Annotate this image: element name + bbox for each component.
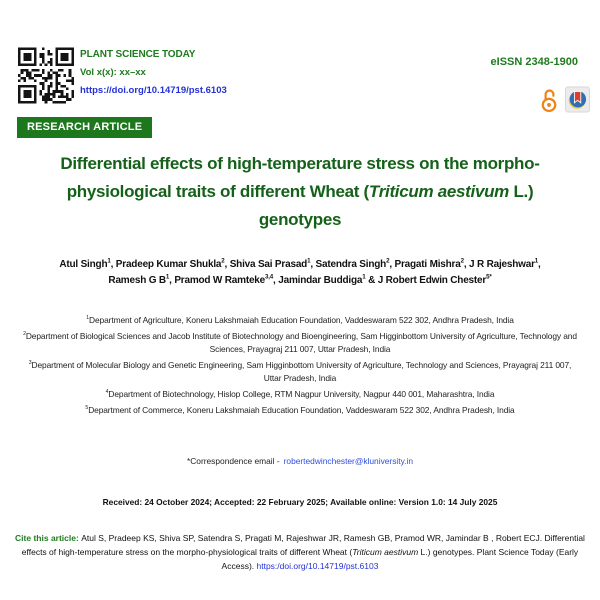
affiliation-line: $^3$Department of Molecular Biology and Genetic Engineering, Sam Higginbottom University of Agriculture, Technology and Sciences, Prayagraj 211 007, Uttar Pradesh, India <box>28 360 572 383</box>
dates-line: Received: 24 October 2024; Accepted: 22 February 2025; Available online: Version 1.0: 14 July 2025 <box>102 497 498 507</box>
journal-block <box>80 47 227 99</box>
affiliation-line: $^1$Department of Agriculture, Koneru Lakshmaiah Education Foundation, Vaddeswaram 522 302, Andhra Pradesh, India <box>86 315 514 325</box>
affiliation-line: $^5$Department of Commerce, Koneru Lakshmaiah Education Foundation, Vaddeswaram 522 302, Andhra Pradesh, India <box>85 405 515 415</box>
citation-doi-link[interactable]: https:/doi.org/10.14719/pst.6103 <box>256 561 379 571</box>
research-article-badge: RESEARCH ARTICLE <box>17 117 152 138</box>
correspondence-prefix: *Correspondence email - <box>186 456 280 466</box>
crossmark-icon <box>565 86 590 113</box>
citation-text: Cite this article: Atul S, Pradeep KS, Shiva SP, Satendra S, Pragati M, Rajeshwar JR, Ramesh GB, Pramod WR, Jamindar B , Robert ECJ. Differential effects of high-temperature stress on the morpho-physiological traits of different Wheat (Triticum aestivum L.) genotypes. Plant Science Today (Early Access). https:/doi.org/10.14719/pst.6103 <box>15 533 585 571</box>
affiliation-line: $^2$Department of Biological Sciences and Jacob Institute of Biotechnology and Bioengineering, Sam Higginbottom University of Agriculture, Technology and Sciences, Prayagraj 211 007, Uttar Pradesh, India <box>23 331 577 354</box>
journal-name: PLANT SCIENCE TODAY <box>80 49 196 60</box>
authors-line: Atul Singh$^1$, Pradeep Kumar Shukla$^2$, Shiva Sai Prasad$^1$, Satendra Singh$^2$, Pragati Mishra$^2$, J R Rajeshwar$^1$, Ramesh G $B^1$, Pramod W Ramteke$^{3,4}$, Jamindar Buddiga$^1$ & J Robert Edwin Chester$^{5*}$ <box>59 257 541 286</box>
correspondence-email-link[interactable]: robertedwinchester@kluniversity.in <box>283 456 413 466</box>
volume-issue: Vol x(x): xx–xx <box>80 67 146 78</box>
article-title: Differential effects of high-temperature stress on the morpho-physiological traits of different Wheat (Triticum aestivum L.) genotypes <box>60 154 540 229</box>
affiliation-line: $^4$Department of Biotechnology, Hislop College, RTM Nagpur University, Nagpur 440 001, Maharashtra, India <box>105 389 495 399</box>
affiliations <box>20 314 580 420</box>
correspondence-line <box>20 456 580 466</box>
open-access-icon <box>538 86 560 113</box>
qr-code-icon <box>18 45 74 106</box>
doi-link[interactable]: https://doi.org/10.14719/pst.6103 <box>80 85 227 96</box>
eissn-label: eISSN 2348-1900 <box>490 56 578 68</box>
